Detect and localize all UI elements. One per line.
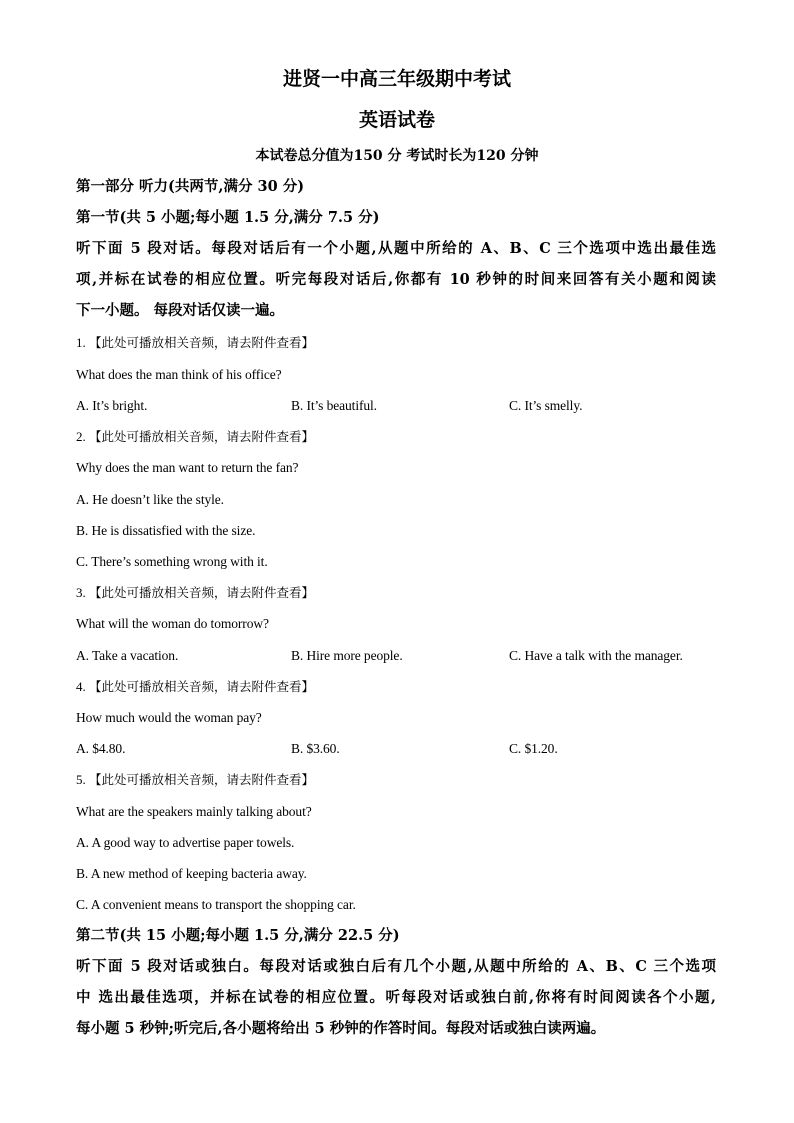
option-c: C. There’s something wrong with it. bbox=[76, 554, 268, 569]
question-number: 1. bbox=[76, 335, 86, 350]
section1-instructions bbox=[76, 233, 716, 326]
instruction-line: 下一小题。 每段对话仅读一遍。 bbox=[76, 302, 285, 319]
audio-hint-link[interactable]: 【此处可播放相关音频，请去附件查看】 bbox=[89, 585, 315, 600]
question-header bbox=[76, 334, 314, 352]
option-c: C. $1.20. bbox=[509, 741, 558, 756]
section2-heading: 第二节(共 15 小题;每小题 1.5 分,满分 22.5 分) bbox=[76, 927, 400, 944]
question-number: 3. bbox=[76, 585, 86, 600]
section2-instructions bbox=[76, 951, 716, 1044]
instruction-line: 每小题 5 秒钟;听完后,各小题将给出 5 秒钟的作答时间。每段对话或独白读两遍。 bbox=[76, 1020, 606, 1037]
question-text: What will the woman do tomorrow? bbox=[76, 616, 269, 631]
part1-heading: 第一部分 听力(共两节,满分 30 分) bbox=[76, 178, 305, 195]
option-b: B. $3.60. bbox=[291, 741, 340, 756]
exam-subject: 英语试卷 bbox=[358, 109, 435, 131]
exam-info: 本试卷总分值为150 分 考试时长为120 分钟 bbox=[255, 148, 539, 164]
question-header bbox=[76, 584, 314, 602]
audio-hint-link[interactable]: 【此处可播放相关音频，请去附件查看】 bbox=[89, 772, 315, 787]
option-a: A. $4.80. bbox=[76, 741, 126, 756]
instruction-line: 中 选出最佳选项，并标在试卷的相应位置。听每段对话或独白前,你将有时间阅读各个小题, bbox=[76, 989, 716, 1006]
option-c: C. Have a talk with the manager. bbox=[509, 648, 683, 663]
question-number: 2. bbox=[76, 429, 86, 444]
option-b: B. It’s beautiful. bbox=[291, 398, 377, 413]
exam-title: 进贤一中高三年级期中考试 bbox=[282, 68, 511, 90]
option-b: B. A new method of keeping bacteria away. bbox=[76, 866, 307, 881]
question-text: Why does the man want to return the fan? bbox=[76, 460, 299, 475]
question-text: What does the man think of his office? bbox=[76, 367, 282, 382]
audio-hint-link[interactable]: 【此处可播放相关音频，请去附件查看】 bbox=[89, 429, 315, 444]
option-a: A. He doesn’t like the style. bbox=[76, 492, 224, 507]
option-c: C. A convenient means to transport the shopping car. bbox=[76, 897, 356, 912]
question-header bbox=[76, 678, 314, 696]
option-c: C. It’s smelly. bbox=[509, 398, 583, 413]
question-text: How much would the woman pay? bbox=[76, 710, 262, 725]
instruction-line: 听下面 5 段对话或独白。每段对话或独白后有几个小题,从题中所给的 A、B、C 三个选项 bbox=[76, 958, 716, 975]
option-b: B. He is dissatisfied with the size. bbox=[76, 523, 256, 538]
question-header bbox=[76, 428, 314, 446]
audio-hint-link[interactable]: 【此处可播放相关音频，请去附件查看】 bbox=[89, 335, 315, 350]
instruction-line: 项,并标在试卷的相应位置。听完每段对话后,你都有 10 秒钟的时间来回答有关小题和阅读 bbox=[76, 271, 716, 288]
option-b: B. Hire more people. bbox=[291, 648, 403, 663]
question-text: What are the speakers mainly talking about? bbox=[76, 804, 312, 819]
question-number: 5. bbox=[76, 772, 86, 787]
question-header bbox=[76, 771, 314, 789]
audio-hint-link[interactable]: 【此处可播放相关音频，请去附件查看】 bbox=[89, 679, 315, 694]
question-number: 4. bbox=[76, 679, 86, 694]
option-a: A. A good way to advertise paper towels. bbox=[76, 835, 295, 850]
section1-heading: 第一节(共 5 小题;每小题 1.5 分,满分 7.5 分) bbox=[76, 209, 380, 226]
instruction-line: 听下面 5 段对话。每段对话后有一个小题,从题中所给的 A、B、C 三个选项中选出最佳选 bbox=[76, 240, 716, 257]
option-a: A. Take a vacation. bbox=[76, 648, 179, 663]
option-a: A. It’s bright. bbox=[76, 398, 148, 413]
